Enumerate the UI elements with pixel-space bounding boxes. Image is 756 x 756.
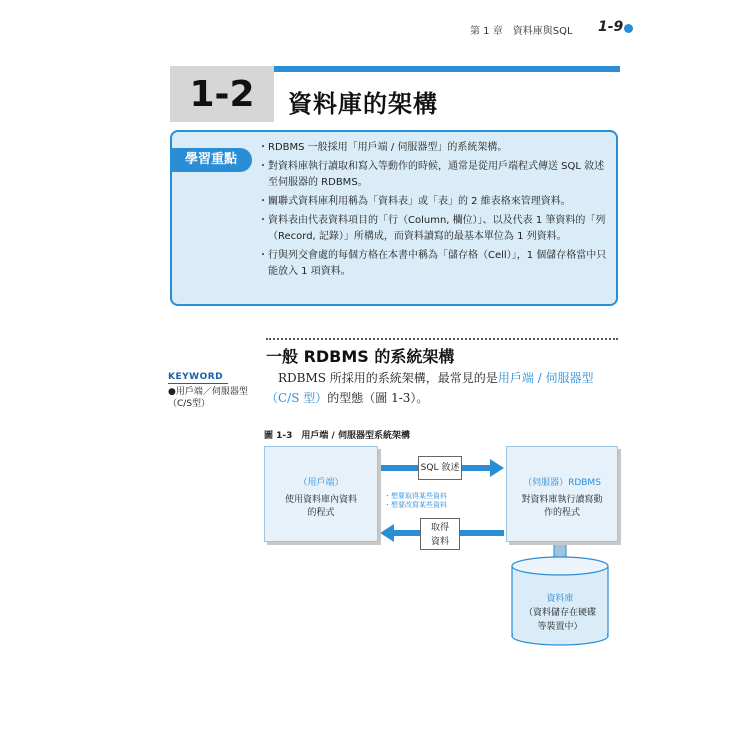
summary-point: ・RDBMS 一般採用「用戶端 / 伺服器型」的系統架構。	[258, 142, 508, 153]
keyword-label: KEYWORD	[168, 372, 228, 384]
summary-point: ・關聯式資料庫利用稱為「資料表」或「表」的 2 維表格來管理資料。	[258, 196, 571, 207]
sql-note: ・想要改寫某些資料	[384, 501, 447, 509]
figure-caption: 圖 1-3 用戶端 / 伺服器型系統架構	[264, 431, 410, 441]
database-line1: （資料儲存在硬碟	[523, 608, 596, 618]
client-line1: 使用資料庫內資料	[284, 495, 357, 505]
subsection-title: 一般 RDBMS 的系統架構	[266, 347, 455, 366]
database-label	[512, 592, 608, 634]
client-box	[264, 446, 378, 542]
server-line1: 對資料庫執行讀寫動	[521, 495, 603, 505]
server-head: （伺服器）RDBMS	[523, 478, 601, 488]
get-data-document	[420, 518, 460, 550]
sql-note: ・想要取得某些資料	[384, 492, 447, 500]
section-title: 資料庫的架構	[288, 90, 438, 118]
get-data-line: 取得	[430, 523, 449, 533]
database-line2: 等裝置中）	[537, 622, 583, 632]
sql-document: SQL 敘述	[418, 456, 462, 480]
chapter-label: 第 1 章 資料庫與SQL	[470, 26, 573, 37]
summary-point: ・對資料庫執行讀取和寫入等動作的時候，通常是從用戶端程式傳送 SQL 敘述至伺服器的 RDBMS。	[258, 161, 605, 188]
database-head: 資料庫	[546, 594, 574, 604]
get-data-line: 資料	[430, 537, 449, 547]
page-number: 1-9	[598, 19, 624, 35]
body-text: RDBMS 所採用的系統架構，最常見的是	[278, 371, 498, 385]
server-line2: 作的程式	[543, 508, 580, 518]
summary-badge: 學習重點	[170, 148, 252, 172]
section-number: 1-2	[170, 66, 274, 122]
summary-point: ・行與列交會處的每個方格在本書中稱為「儲存格（Cell）」，1 個儲存格當中只能放入 1 項資料。	[258, 250, 607, 277]
body-text-end: 的型態（圖 1-3）。	[327, 391, 429, 405]
client-line2: 的程式	[307, 508, 335, 518]
body-highlight: 用戶端 / 伺服器型（C/S 型）	[266, 371, 594, 405]
keyword-item: ●用戶端／伺服器型（C/S型）	[168, 387, 248, 409]
server-box	[506, 446, 618, 542]
client-head: （用戶端）	[298, 478, 344, 488]
sql-notes	[384, 492, 494, 510]
summary-point: ・資料表由代表資料項目的「行（Column, 欄位）」、以及代表 1 筆資料的「列（Record, 記錄）」所構成，而資料讀寫的最基本單位為 1 列資料。	[258, 215, 606, 242]
